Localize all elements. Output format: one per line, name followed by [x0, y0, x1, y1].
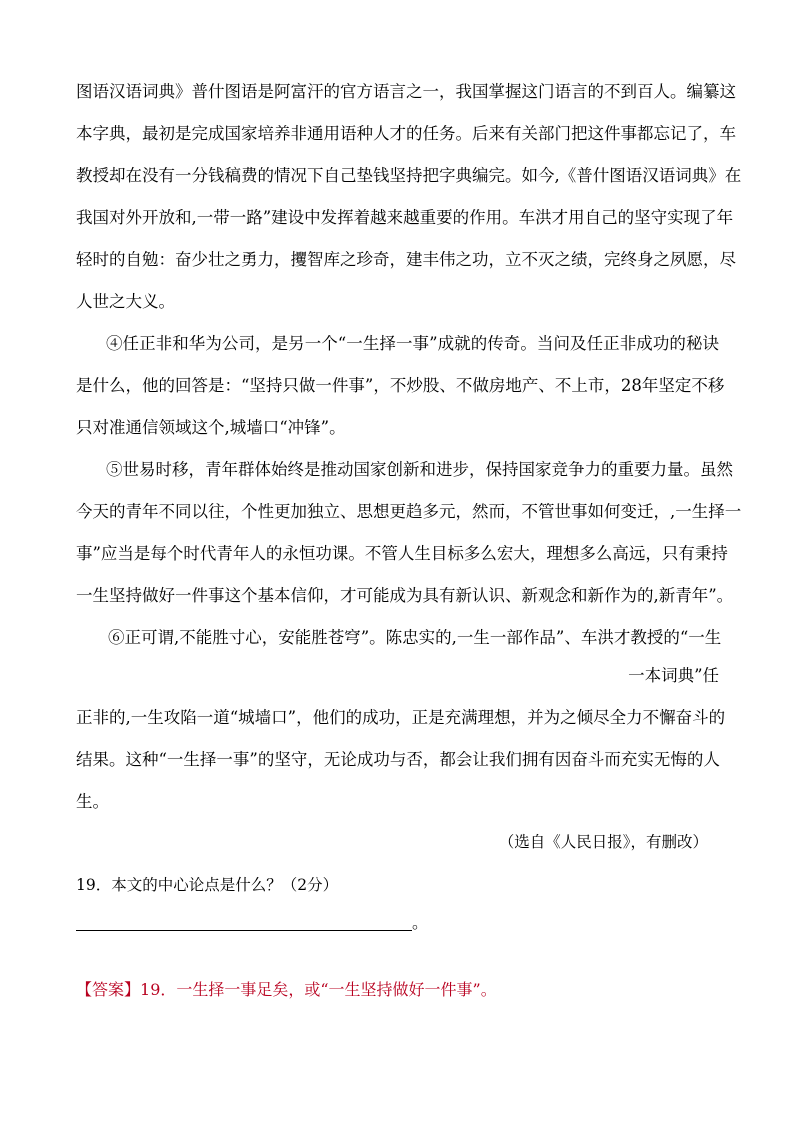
paragraph-line: 今天的青年不同以往，个性更加独立、思想更趋多元，然而，不管世事如何变迁，,一生择一 [76, 502, 742, 521]
paragraph-line: ⑤世易时移，青年群体始终是推动国家创新和进步，保持国家竞争力的重要力量。虽然 [106, 460, 733, 479]
paragraph-line: 是什么，他的回答是：“坚持只做一件事”，不炒股、不做房地产、不上市，28年坚定不移 [76, 376, 725, 395]
paragraph-line: 图语汉语词典》普什图语是阿富汗的官方语言之一，我国掌握这门语言的不到百人。编纂这 [76, 82, 736, 101]
paragraph-line: 只对准通信领域这个,城墙口“冲锋”。 [76, 418, 346, 437]
paragraph-line: 一本词典”任 [628, 666, 719, 685]
paragraph-line: 生。 [76, 792, 109, 811]
paragraph-line: 轻时的自勉：奋少壮之勇力，攫智库之珍奇，建丰伟之功，立不灭之绩，完终身之夙愿，尽 [76, 250, 736, 269]
paragraph-line: 我国对外开放和,一带一路”建设中发挥着越来越重要的作用。车洪才用自己的坚守实现了年 [76, 208, 734, 227]
paragraph-line: ④任正非和华为公司，是另一个“一生择一事”成就的传奇。当问及任正非成功的秘诀 [106, 334, 719, 353]
source-note: （选自《人民日报》，有删改） [498, 833, 708, 851]
answer-blank-line[interactable] [76, 917, 412, 931]
paragraph-line: 一生坚持做好一件事这个基本信仰，才可能成为具有新认识、新观念和新作为的,新青年”。 [76, 586, 734, 605]
answer-line [76, 978, 497, 1002]
question-19: 19．本文的中心论点是什么？（2分） [76, 876, 339, 894]
paragraph-line: 正非的,一生攻陷一道“城墙口”，他们的成功，正是充满理想，并为之倾尽全力不懈奋斗的 [76, 708, 726, 727]
paragraph-line: 事”应当是每个时代青年人的永恒功课。不管人生目标多么宏大，理想多么高远，只有秉持 [76, 544, 728, 563]
paragraph-line: ⑥正可谓,不能胜寸心，安能胜苍穹”。陈忠实的,一生一部作品”、车洪才教授的“一生 [108, 628, 722, 647]
answer-tag: 【答案】 [76, 980, 141, 999]
paragraph-line: 人世之大义。 [76, 292, 175, 311]
paragraph-line: 结果。这种“一生择一事”的坚守，无论成功与否，都会让我们拥有因奋斗而充实无悔的人 [76, 750, 720, 769]
paragraph-line: 本字典，最初是完成国家培养非通用语种人才的任务。后来有关部门把这件事都忘记了，车 [76, 124, 736, 143]
paragraph-line: 教授却在没有一分钱稿费的情况下自己垫钱坚持把字典编完。如今,《普什图语汉语词典》在 [76, 166, 742, 185]
answer-text: 19．一生择一事足矣，或“一生坚持做好一件事”。 [140, 980, 497, 999]
blank-period: 。 [412, 913, 429, 932]
